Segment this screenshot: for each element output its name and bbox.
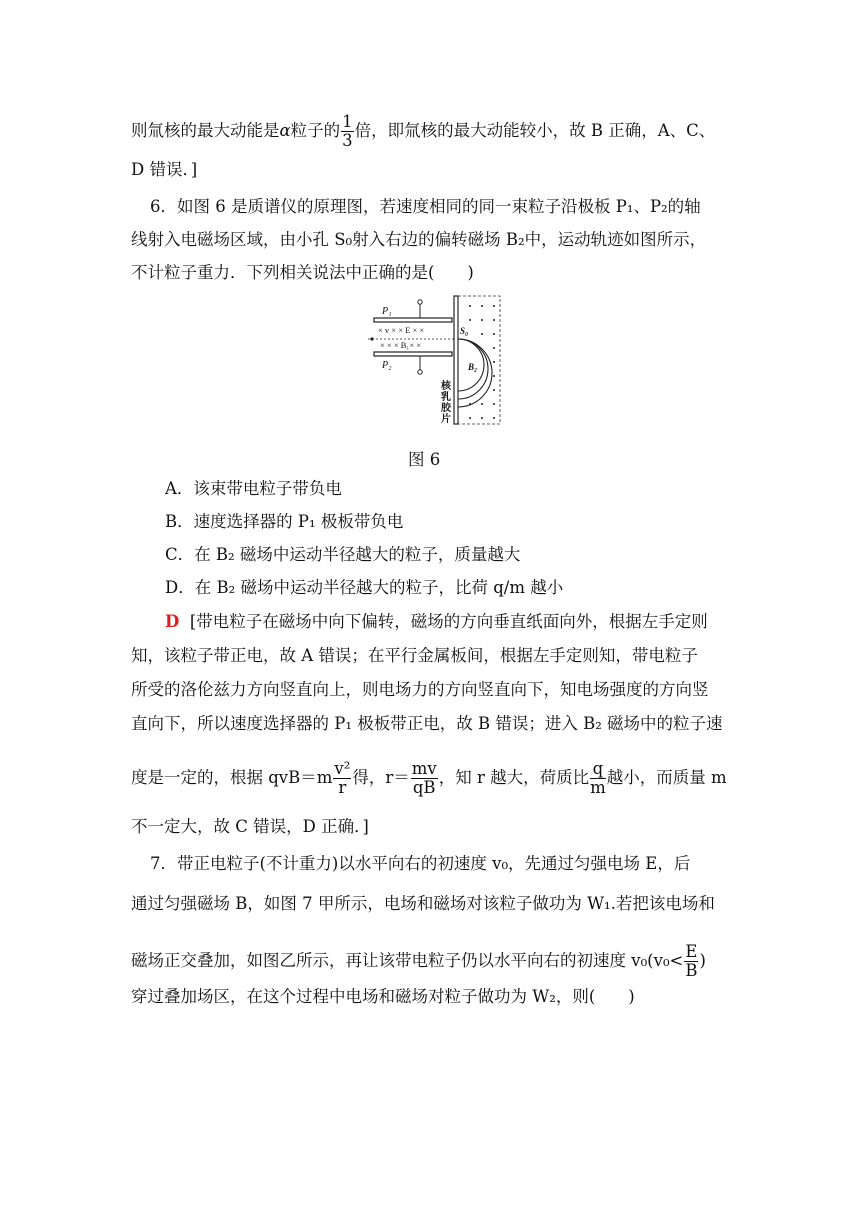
fraction-numerator: v² — [334, 759, 351, 778]
q6-option-b: B．速度选择器的 P₁ 极板带负电 — [165, 512, 404, 531]
q7-stem-line-4: 穿过叠加场区，在这个过程中电场和磁场对粒子做功为 W₂，则( ) — [131, 987, 635, 1006]
answer-5-text-a: 度是一定的，根据 qvB＝m — [131, 768, 333, 787]
fraction-denominator: 3 — [342, 131, 353, 150]
field-row-e: × v × × E × × — [378, 325, 425, 335]
q7-stem-line-1: 7．带正电粒子(不计重力)以水平向右的初速度 v₀，先通过匀强电场 E，后 — [150, 854, 691, 873]
q6-answer-line-4: 直向下，所以速度选择器的 P₁ 极板带正电，故 B 错误；进入 B₂ 磁场中的粒子速 — [131, 714, 723, 733]
q6-stem-line-1: 6．如图 6 是质谱仪的原理图，若速度相同的同一束粒子沿极板 P₁、P₂的轴 — [150, 197, 701, 216]
q6-stem-line-2: 线射入电磁场区域，由小孔 S₀射入右边的偏转磁场 B₂中，运动轨迹如图所示， — [131, 230, 707, 249]
plate-p2-terminal — [418, 370, 422, 374]
fraction-e-over-b — [684, 943, 698, 980]
answer-text-1: [带电粒子在磁场中向下偏转，磁场的方向垂直纸面向外，根据左手定则 — [189, 612, 708, 631]
q7-stem-line-2: 通过匀强磁场 B，如图 7 甲所示，电场和磁场对该粒子做功为 W₁.若把该电场和 — [131, 894, 715, 913]
film-label-char-1: 核 — [441, 381, 451, 392]
q6-answer-line-1 — [165, 611, 708, 633]
q6-answer-line-6: 不一定大，故 C 错误，D 正确．] — [131, 817, 369, 836]
answer-5-text-c: ，知 r 越大，荷质比 — [438, 768, 590, 787]
q6-answer-line-5 — [131, 760, 727, 797]
fraction-one-third — [341, 113, 354, 150]
film-label-char-2: 乳 — [441, 392, 451, 403]
fraction-denominator: qB — [412, 778, 436, 797]
answer-5-text-d: 越小，而质量 m — [606, 768, 727, 787]
q6-option-a: A．该束带电粒子带负电 — [165, 479, 342, 498]
fraction-denominator: m — [590, 778, 606, 797]
alpha-symbol: α — [279, 121, 291, 140]
q6-answer-line-2: 知，该粒子带正电，故 A 错误；在平行金属板间，根据左手定则知，带电粒子 — [131, 646, 698, 665]
q6-option-d: D．在 B₂ 磁场中运动半径越大的粒子，比荷 q/m 越小 — [165, 578, 564, 597]
field-row-b1: × × × B₁× × — [380, 340, 422, 350]
film-plate — [454, 296, 458, 424]
label-b2: B₂ — [468, 362, 478, 372]
fraction-q-over-m — [590, 760, 606, 797]
fraction-denominator: B — [685, 961, 698, 980]
fraction-numerator: 1 — [342, 112, 353, 131]
label-p2: P₂ — [382, 360, 392, 371]
fraction-denominator: r — [338, 778, 347, 797]
figure-6-caption: 图 6 — [408, 450, 441, 469]
film-label-char-3: 胶 — [441, 403, 451, 414]
fraction-numerator: q — [590, 760, 606, 779]
prev-answer-text-a: 则氚核的最大动能是 — [131, 121, 280, 140]
fraction-numerator: mv — [411, 759, 437, 778]
film-label — [440, 379, 452, 425]
plate-p2 — [374, 352, 452, 356]
trajectory-large — [458, 339, 492, 407]
q6-answer-line-3: 所受的洛伦兹力方向竖直向上，则电场力的方向竖直向下，知电场强度的方向竖 — [131, 680, 709, 699]
answer-5-text-b: 得，r＝ — [352, 768, 410, 787]
prev-answer-line-1 — [131, 113, 715, 150]
prev-answer-text-c: 倍，即氚核的最大动能较小，故 B 正确，A、C、 — [354, 121, 716, 140]
q6-stem-line-3: 不计粒子重力．下列相关说法中正确的是( ) — [131, 263, 474, 282]
fraction-numerator: E — [685, 942, 698, 961]
plate-p1-terminal — [418, 300, 422, 304]
prev-answer-line-2: D 错误．] — [131, 160, 198, 179]
label-s0: S₀ — [460, 326, 469, 336]
fraction-mv-over-qb — [411, 760, 438, 797]
q7-line3-text-b: ) — [699, 951, 706, 970]
q6-option-c: C．在 B₂ 磁场中运动半径越大的粒子，质量越大 — [165, 545, 521, 564]
q7-stem-line-3 — [131, 943, 706, 980]
answer-letter: D — [165, 612, 180, 631]
q7-line3-text-a: 磁场正交叠加，如图乙所示，再让该带电粒子仍以水平向右的初速度 v₀(v₀< — [131, 951, 684, 970]
film-label-char-4: 片 — [441, 414, 451, 425]
mass-spectrometer-figure — [368, 294, 504, 426]
particle-source — [370, 337, 373, 340]
prev-answer-text-b: 粒子的 — [290, 121, 341, 140]
plate-p1 — [374, 318, 452, 322]
label-p1: P₁ — [382, 306, 392, 317]
fraction-v2-over-r — [333, 760, 351, 797]
